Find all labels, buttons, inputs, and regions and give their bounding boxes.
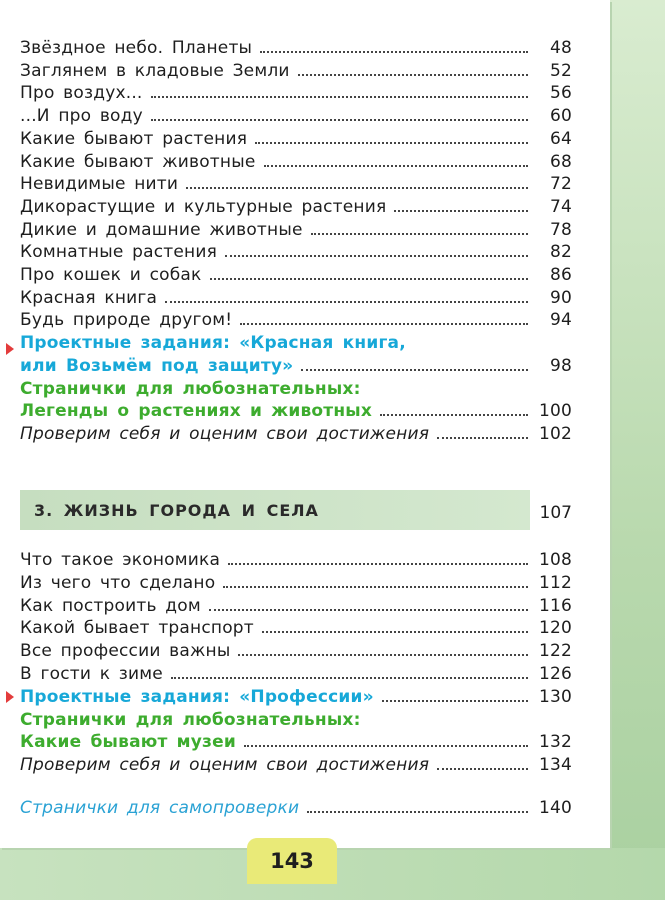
toc-entry-title: Проверим себя и оценим свои достижения <box>20 423 430 444</box>
toc-entry-title: Легенды о растениях и животных <box>20 401 373 422</box>
toc-entry-title: Дикорастущие и культурные растения <box>20 196 387 217</box>
toc-entry-page: 98 <box>549 355 572 376</box>
toc-entry-title: Все профессии важны <box>20 641 231 662</box>
dot-leader <box>244 745 528 747</box>
toc-entry-title: Странички для самопроверки <box>20 798 300 818</box>
toc-entry-title: Заглянем в кладовые Земли <box>20 60 290 81</box>
toc-entry <box>20 377 572 399</box>
toc-entry <box>20 150 572 172</box>
toc-entry-page: 86 <box>549 265 572 285</box>
dot-leader <box>260 51 528 53</box>
dot-leader <box>151 119 528 121</box>
dot-leader <box>240 323 528 325</box>
toc-entry-title: Странички для любознательных: <box>20 709 361 730</box>
dot-leader <box>210 278 528 280</box>
toc-entry-title: Проектные задания: «Профессии» <box>20 686 374 707</box>
toc-entry-page: 48 <box>549 38 572 58</box>
toc-entry-page: 60 <box>549 106 572 127</box>
toc-entry-page: 108 <box>538 550 572 570</box>
toc-entry <box>20 662 572 684</box>
dot-leader <box>255 142 528 144</box>
toc-entry-page: 120 <box>538 618 572 639</box>
toc-entry-title: Из чего что сделано <box>20 572 216 593</box>
toc-entry <box>20 708 572 730</box>
toc-entry <box>20 240 572 262</box>
toc-entry-page: 100 <box>538 401 572 422</box>
toc-entry-page: 132 <box>538 732 572 753</box>
dot-leader <box>151 96 528 98</box>
section-title: 3. ЖИЗНЬ ГОРОДА И СЕЛА <box>34 500 319 520</box>
toc-entry-page: 78 <box>549 219 572 240</box>
toc-entry-page: 122 <box>538 641 572 662</box>
dot-leader <box>262 631 528 633</box>
toc-entry <box>20 685 572 707</box>
dot-leader <box>301 369 528 371</box>
marker-triangle-icon <box>6 343 14 355</box>
toc-entry-title: Что такое экономика <box>20 550 221 570</box>
toc-entry <box>20 218 572 240</box>
toc-entry-page: 90 <box>549 287 572 308</box>
dot-leader <box>165 301 528 303</box>
toc-entry <box>20 753 572 775</box>
toc-entry <box>20 639 572 661</box>
toc-entry <box>20 422 572 444</box>
toc-entry <box>20 548 572 570</box>
toc-entry-page: 112 <box>538 572 572 593</box>
toc-entry-page: 72 <box>549 174 572 195</box>
toc-entry <box>20 571 572 593</box>
toc-entry-title: В гости к зиме <box>20 664 163 684</box>
toc-entry-title: Какие бывают музеи <box>20 732 236 753</box>
page-number-tab <box>247 838 337 884</box>
toc-entry <box>20 616 572 638</box>
toc-entry-page: 130 <box>538 686 572 707</box>
toc-entry-page: 94 <box>549 310 572 331</box>
dot-leader <box>223 586 528 588</box>
toc-entry-title: Дикие и домашние животные <box>20 219 303 240</box>
toc-entry-page: 134 <box>538 755 572 776</box>
dot-leader <box>225 255 528 257</box>
green-side-decoration <box>610 0 665 900</box>
toc-entry-title: Про кошек и собак <box>20 265 202 285</box>
toc-entry-page: 68 <box>549 151 572 172</box>
toc-entry-title: Будь природе другом! <box>20 310 233 331</box>
toc-entry <box>20 195 572 217</box>
dot-leader <box>307 811 528 813</box>
dot-leader <box>228 563 528 565</box>
toc-entry <box>20 36 572 58</box>
toc-entry <box>20 730 572 752</box>
toc-entry-title: Проверим себя и оценим свои достижения <box>20 755 430 776</box>
dot-leader <box>209 609 528 611</box>
toc-entry-page: 56 <box>549 83 572 104</box>
toc-entry-title: Странички для любознательных: <box>20 378 361 399</box>
toc-entry-page: 126 <box>538 664 572 684</box>
dot-leader <box>171 677 528 679</box>
toc-entry <box>20 286 572 308</box>
toc-entry-title: Как построить дом <box>20 595 201 616</box>
toc-entry <box>20 127 572 149</box>
toc-entry <box>20 104 572 126</box>
toc-entry <box>20 594 572 616</box>
dot-leader <box>186 187 528 189</box>
page-number: 143 <box>270 849 314 873</box>
toc-entry-page: 140 <box>538 798 572 818</box>
dot-leader <box>380 414 528 416</box>
toc-entry <box>20 59 572 81</box>
dot-leader <box>238 654 528 656</box>
toc-entry <box>20 308 572 330</box>
toc-entry-page: 102 <box>538 423 572 444</box>
toc-entry-page: 74 <box>549 196 572 217</box>
section-header <box>20 490 530 530</box>
toc-entry-title: ...И про воду <box>20 106 143 127</box>
dot-leader <box>437 437 528 439</box>
toc-entry-page: 52 <box>549 60 572 81</box>
toc-entry-title: Проектные задания: «Красная книга, <box>20 333 406 354</box>
dot-leader <box>382 700 528 702</box>
toc-entry-page: 64 <box>549 128 572 149</box>
section-page-number: 107 <box>539 503 572 523</box>
toc-entry-title: или Возьмём под защиту» <box>20 355 294 376</box>
toc-entry <box>20 354 572 376</box>
toc-entry <box>20 331 572 353</box>
toc-entry-title: Красная книга <box>20 287 158 308</box>
toc-entry-title: Какой бывает транспорт <box>20 618 254 639</box>
toc-entry-title: Про воздух... <box>20 83 143 104</box>
toc-entry-title: Комнатные растения <box>20 242 218 263</box>
toc-entry-page: 116 <box>538 595 572 616</box>
toc-entry-page: 82 <box>549 242 572 263</box>
dot-leader <box>298 74 528 76</box>
toc-entry <box>20 81 572 103</box>
dot-leader <box>394 210 528 212</box>
toc-entry-title: Какие бывают животные <box>20 151 256 172</box>
toc-entry <box>20 796 572 818</box>
dot-leader <box>264 165 528 167</box>
dot-leader <box>311 233 528 235</box>
toc-entry-title: Какие бывают растения <box>20 128 248 149</box>
toc-entry-title: Невидимые нити <box>20 174 179 195</box>
toc-entry <box>20 172 572 194</box>
toc-entry <box>20 399 572 421</box>
marker-triangle-icon <box>6 691 14 703</box>
dot-leader <box>437 768 528 770</box>
toc-entry-title: Звёздное небо. Планеты <box>20 38 253 58</box>
toc-entry <box>20 263 572 285</box>
